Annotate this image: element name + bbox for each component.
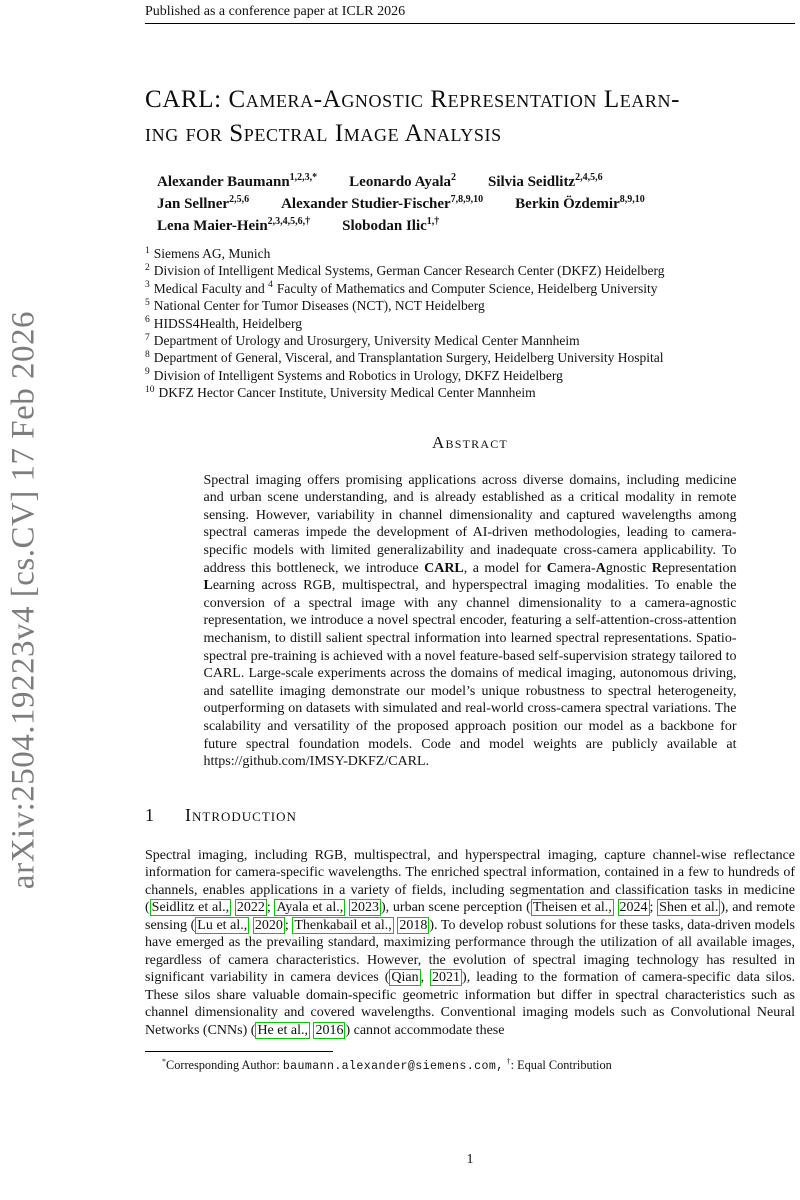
affiliation-line: $^2$ Division of Intelligent Medical Systems, German Cancer Research Center (DKFZ) Heidelberg (145, 262, 665, 279)
section-number: 1 (145, 804, 155, 825)
affiliation-marker: 4 (268, 280, 273, 291)
author-row (157, 218, 795, 240)
citation-link[interactable]: He et al., (257, 1022, 308, 1038)
author-name: Alexander Studier-Fischer$^{7,8,9,10}$ (281, 194, 484, 212)
citation-link[interactable]: Thenkabail et al., (294, 917, 392, 933)
title-line-1: CARL: Camera-Agnostic Representation Learn- (145, 86, 681, 113)
arxiv-watermark: arXiv:2504.19223v4 [cs.CV] 17 Feb 2026 (5, 310, 42, 890)
section-title: Introduction (185, 804, 297, 825)
citation-link[interactable]: Seidlitz et al., (151, 900, 230, 916)
citation-link[interactable]: 2024 (619, 900, 648, 916)
author-name: Jan Sellner$^{2,5,6}$ (157, 194, 250, 212)
affiliation-line: $^7$ Department of Urology and Urosurgery, University Medical Center Mannheim (145, 332, 580, 349)
affiliation-marker: 2 (145, 262, 150, 273)
affiliation-line: $^6$ HIDSS4Health, Heidelberg (145, 315, 302, 331)
citation-link[interactable]: 2018 (399, 917, 428, 933)
abstract-heading: Abstract (432, 432, 508, 452)
abstract-text: Spectral imaging offers promising applications across diverse domains, including medicine and urban scene understanding, and is already established as a critical modality in remote sensing. However, variability in channel dimensionality and captured wavelengths among spectral cameras impede the development of AI-driven methodologies, leading to camera-specific models with limited generalizability and inadequate cross-camera applicability. To address this bottleneck, we introduce CARL, a model for Camera-Agnostic Representation Learning across RGB, multispectral, and hyperspectral imaging modalities. To enable the conversion of a spectral image with any channel dimensionality to a camera-agnostic representation, we introduce a novel spectral encoder, featuring a self-attention-cross-attention mechanism, to distill salient spectral information into learned spectral representations. Spatio-spectral pre-training is achieved with a novel feature-based self-supervision strategy tailored to CARL. Large-scale experiments across the domains of medical imaging, autonomous driving, and satellite imaging demonstrate our model’s unique robustness to spectral heterogeneity, outperforming on datasets with simulated and real-world cross-camera spectral variations. The scalability and versatility of the proposed approach position our model as a backbone for future spectral foundation models. Code and model weights are publicly available at https://github.com/IMSY-DKFZ/CARL. (203, 472, 737, 770)
citation-link[interactable]: 2021 (432, 970, 461, 986)
citation-link[interactable]: Shen et al. (659, 900, 719, 916)
affiliations-block (145, 245, 795, 402)
bold-text: CARL (424, 560, 464, 576)
author-name: Slobodan Ilic$^{1,\dagger}$ (342, 216, 440, 234)
citation-link[interactable]: 2016 (315, 1022, 344, 1038)
affiliation-marker: 5 (145, 297, 150, 308)
author-name: Lena Maier-Hein$^{2,3,4,5,6,\dagger}$ (157, 216, 311, 234)
affiliation-marker: 10 (145, 384, 155, 395)
footnote-marker: * (162, 1057, 166, 1067)
affiliation-marker: 7 (145, 332, 150, 343)
author-name: Alexander Baumann$^{1,2,3,*}$ (157, 172, 318, 190)
bold-text: R (651, 560, 662, 576)
bold-text: L (203, 578, 213, 594)
github-url[interactable]: https://github.com/IMSY-DKFZ/CARL (203, 754, 426, 770)
footnote: *Corresponding Author: baumann.alexander@siemens.com, †: Equal Contribution (162, 1057, 612, 1074)
affiliation-marker: 6 (145, 315, 150, 326)
bold-text: A (595, 560, 606, 576)
affiliation-line: $^9$ Division of Intelligent Systems and Robotics in Urology, DKFZ Heidelberg (145, 367, 563, 383)
citation-link[interactable]: 2020 (254, 917, 283, 933)
affiliation-line: $^1$ Siemens AG, Munich (145, 245, 271, 261)
published-line: Published as a conference paper at ICLR 2026 (145, 4, 406, 19)
citation-link[interactable]: Ayala et al., (276, 900, 344, 916)
affiliation-marker: 9 (145, 367, 150, 378)
title-line-2: ing for Spectral Image Analysis (145, 119, 502, 147)
section-heading-introduction (145, 805, 795, 826)
citation-link[interactable]: Theisen et al., (532, 900, 612, 916)
running-header (145, 0, 795, 20)
header-rule (145, 23, 795, 24)
affiliation-line: $^3$ Medical Faculty and $^4$ Faculty of Mathematics and Computer Science, Heidelberg University (145, 280, 658, 296)
affiliation-line: $^{10}$ DKFZ Hector Cancer Institute, University Medical Center Mannheim (145, 384, 536, 401)
citation-link[interactable]: 2022 (236, 900, 265, 916)
affiliation-marker: 3 (145, 280, 150, 291)
author-row (157, 196, 795, 218)
affiliation-marker: 8 (145, 349, 150, 360)
paper-page (145, 0, 796, 1167)
bold-text: C (546, 560, 557, 576)
author-block (145, 174, 795, 240)
author-name: Silvia Seidlitz$^{2,4,5,6}$ (488, 172, 603, 190)
introduction-paragraph: Spectral imaging, including RGB, multispectral, and hyperspectral imaging, capture channel-wise reflectance information for camera-specific wavelengths. The enriched spectral information, contained in a few to hundreds of channels, enables applications in a variety of fields, including segmentation and classification tasks in medicine ( Seidlitz et al., 2022 ; Ayala et al., 2023 ), urban scene perception ( Theisen et al., 2024 ; Shen et al. ), and remote sensing ( Lu et al., 2020 ; Thenkabail et al., 2018 ). To develop robust solutions for these tasks, data-driven models have emerged as the prevailing standard, maximizing performance through the utilization of all available images, regardless of camera characteristics. However, the evolution of spectral imaging technology has resulted in significant variability in camera devices ( Qian , 2021 ), leading to the formation of camera-specific data silos. These silos share valuable domain-specific geometric information but differ in spectral characteristics such as channel dimensionality and covered wavelengths. Conventional imaging models such as Convolutional Neural Networks (CNNs) ( He et al., 2016 ) cannot accommodate these (145, 847, 796, 1038)
citation-link[interactable]: 2023 (351, 900, 380, 916)
affiliation-line: $^5$ National Center for Tumor Diseases (NCT), NCT Heidelberg (145, 297, 485, 314)
footnote-rule (145, 1051, 333, 1052)
affiliation-marker: 1 (145, 245, 150, 256)
footnote-marker: † (506, 1057, 511, 1067)
author-name: Leonardo Ayala$^2$ (349, 172, 456, 190)
paper-title (145, 83, 795, 150)
citation-link[interactable]: Lu et al., (197, 917, 248, 933)
page-number: 1 (466, 1152, 474, 1167)
author-row (157, 174, 795, 196)
email-link[interactable]: baumann.alexander@siemens.com, (282, 1060, 504, 1074)
citation-link[interactable]: Qian (391, 970, 419, 986)
author-name: Berkin Özdemir$^{8,9,10}$ (515, 194, 645, 212)
affiliation-line: $^8$ Department of General, Visceral, and Transplantation Surgery, Heidelberg University Hospital (145, 349, 664, 366)
